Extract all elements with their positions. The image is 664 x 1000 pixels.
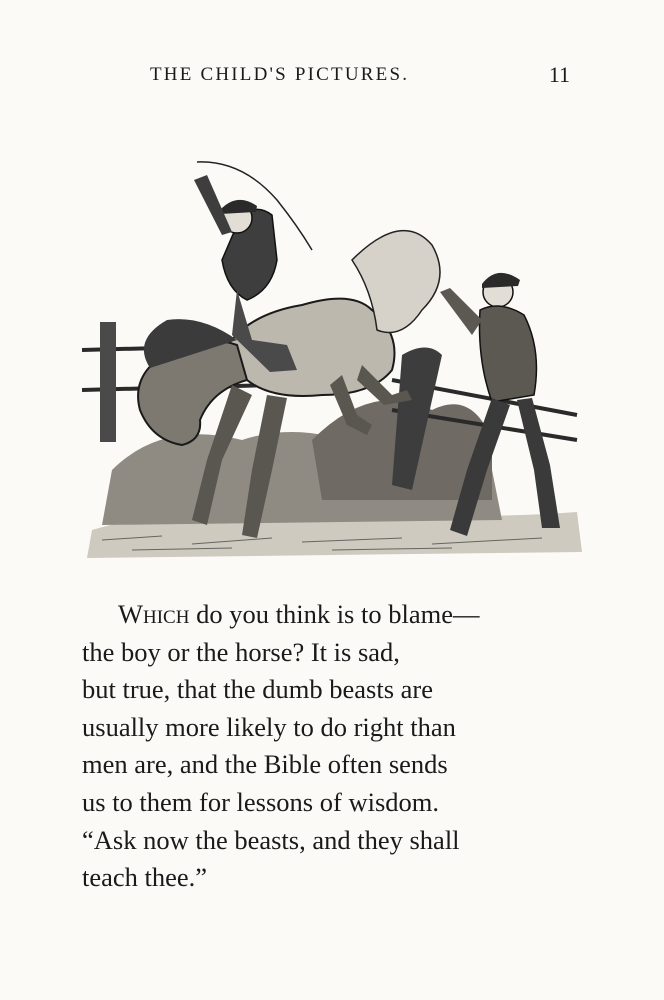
- running-head: [150, 64, 570, 94]
- text-line-1: do you think is to blame—: [189, 599, 480, 629]
- text-line-4: usually more likely to do right than: [82, 711, 456, 742]
- text-line-5: men are, and the Bible often sends: [82, 749, 448, 780]
- text-line-6: us to them for lessons of wisdom.: [82, 786, 439, 817]
- drop-word: Which: [118, 599, 190, 629]
- text-line-7: “Ask now the beasts, and they shall: [82, 824, 460, 855]
- running-title: THE CHILD'S PICTURES.: [150, 64, 410, 85]
- text-line-8: teach thee.”: [82, 862, 208, 893]
- page-number: 11: [548, 62, 570, 87]
- body-paragraph: [82, 596, 587, 897]
- text-line-2: the boy or the horse? It is sad,: [82, 636, 400, 667]
- engraving-boy-whipping-horse-icon: [72, 140, 588, 570]
- text-line: [82, 596, 587, 634]
- text-line-3: but true, that the dumb beasts are: [82, 674, 434, 705]
- engraving-illustration: [72, 140, 588, 570]
